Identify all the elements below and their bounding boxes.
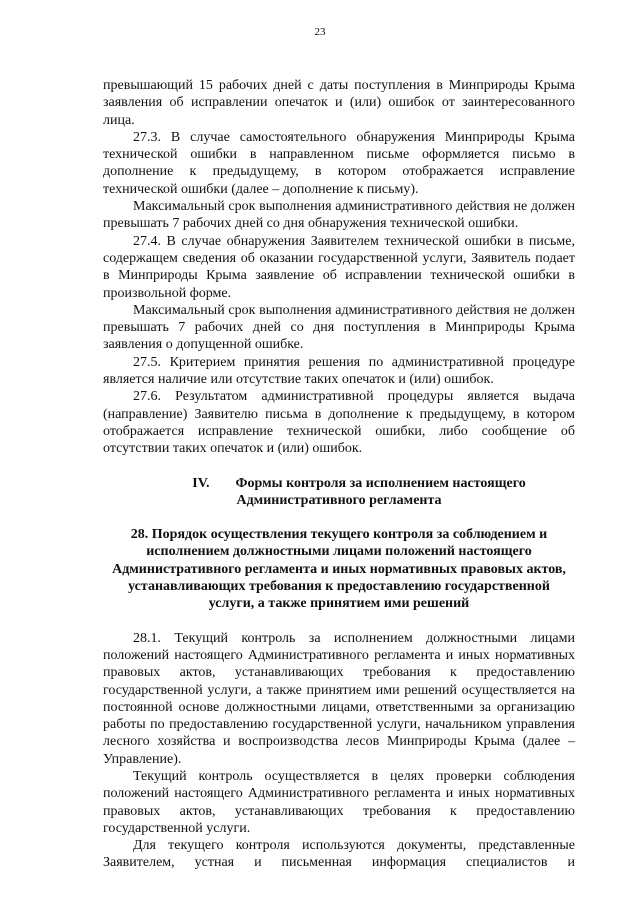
subsection-heading-line: исполнением должностными лицами положений настоящего xyxy=(146,544,532,560)
body-paragraph: 28.1. Текущий контроль за исполнением должностными лицами положений настоящего Административного регламента и иных нормативных правовых актов, устанавливающих требования к предоставлению государственной услуги, а также принятием ими решений осуществляется на постоянной основе должностными лицами, ответственными за организацию работы по предоставлению государственной услуги, начальником управления лесного хозяйства и воспроизводства лесов Минприроды Крыма (далее – Управление). xyxy=(103,630,575,767)
document-body xyxy=(103,77,575,872)
body-paragraph: 27.4. В случае обнаружения Заявителем технической ошибки в письме, содержащем сведения об оказании государственной услуги, Заявитель подает в Минприроды Крыма заявление об исправлении технической ошибки в произвольной форме. xyxy=(103,233,575,301)
section-heading xyxy=(103,475,575,510)
body-paragraph: Для текущего контроля используются документы, представленные Заявителем, устная и письменная информация специалистов и xyxy=(103,838,575,871)
body-paragraph: Текущий контроль осуществляется в целях проверки соблюдения положений настоящего Административного регламента и иных нормативных правовых актов, устанавливающих требования к предоставлению государственной услуги. xyxy=(103,768,575,836)
subsection-heading xyxy=(103,526,575,612)
subsection-heading-line: Административного регламента и иных нормативных правовых актов, xyxy=(112,561,566,577)
page-number: 23 xyxy=(314,26,326,38)
subsection-heading-line: услуги, а также принятием ими решений xyxy=(208,596,470,612)
section-number: IV. xyxy=(192,475,210,491)
paragraphs-top xyxy=(103,77,575,458)
body-paragraph: превышающий 15 рабочих дней с даты поступления в Минприроды Крыма заявления об исправлении опечаток и (или) ошибок от заинтересованного лица. xyxy=(103,78,575,128)
paragraphs-bottom xyxy=(103,630,575,872)
section-heading-line-2: Административного регламента xyxy=(236,492,442,508)
body-paragraph: 27.6. Результатом административной процедуры является выдача (направление) Заявителю письма в дополнение к предыдущему, в котором отображается исправление технической ошибки, либо сообщение об отсутствии таких опечаток и (или) ошибок. xyxy=(103,389,575,457)
body-paragraph: Максимальный срок выполнения административного действия не должен превышать 7 рабочих дней со дня поступления в Минприроды Крыма заявления о допущенной ошибке. xyxy=(103,302,575,353)
body-paragraph: Максимальный срок выполнения административного действия не должен превышать 7 рабочих дней со дня обнаружения технической ошибки. xyxy=(103,199,575,232)
subsection-heading-line: устанавливающих требования к предоставлению государственной xyxy=(128,579,550,595)
body-paragraph: 27.3. В случае самостоятельного обнаружения Минприроды Крыма технической ошибки в направленном письме оформляется письмо в дополнение к предыдущему, в котором отображается исправление технической ошибки (далее – дополнение к письму). xyxy=(103,129,575,197)
body-paragraph: 27.5. Критерием принятия решения по административной процедуре является наличие или отсутствие таких опечаток и (или) ошибок. xyxy=(103,354,575,388)
section-title-1: Формы контроля за исполнением настоящего xyxy=(235,475,526,491)
section-heading-line-1 xyxy=(103,475,575,492)
subsection-heading-line: 28. Порядок осуществления текущего контроля за соблюдением и xyxy=(130,527,548,543)
